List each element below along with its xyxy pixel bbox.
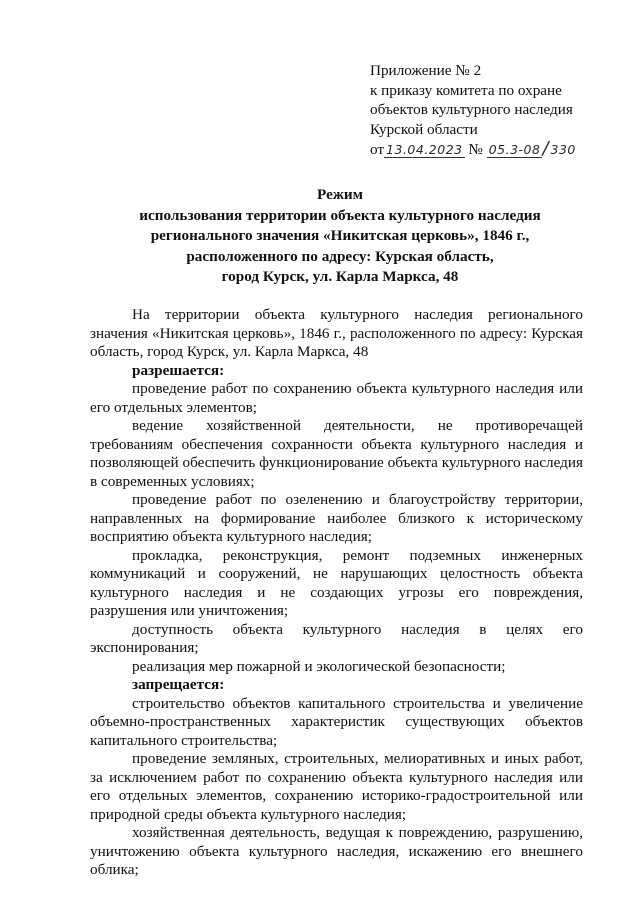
prohibited-item: хозяйственная деятельность, ведущая к повреждению, разрушению, уничтожению объекта культурного наследия, искажению его внешнего облика; (90, 824, 583, 878)
allowed-heading: разрешается: (132, 361, 225, 379)
committee-line: объектов культурного наследия (370, 101, 573, 118)
appendix-header (370, 61, 630, 160)
title-line-1: Режим (317, 186, 363, 203)
allowed-item: проведение работ по сохранению объекта культурного наследия или его отдельных элементов; (90, 380, 583, 416)
handwritten-number: 05.3-08 (488, 142, 541, 157)
region-line: Курской области (370, 120, 478, 138)
allowed-item: проведение работ по озеленению и благоустройству территории, направленных на формирование наиболее близкого к историческому восприятию объекта культурного наследия; (90, 491, 583, 545)
allowed-item: ведение хозяйственной деятельности, не противоречащей требованиям обеспечения сохранности объекта культурного наследия и позволяющей обеспечить функционирование объекта культурного наследия в современных условиях; (90, 417, 583, 490)
allowed-item: реализация мер пожарной и экологической безопасности; (132, 657, 506, 675)
number-sign: № (468, 141, 483, 158)
allowed-item: прокладка, реконструкция, ремонт подземных инженерных коммуникаций и сооружений, не нарушающих целостность объекта культурного наследия и не создающих угрозы его повреждения, разрушения или уничтожения; (90, 546, 583, 619)
prohibited-heading: запрещается: (132, 676, 225, 693)
document-title (90, 185, 590, 288)
number-slash: / (542, 138, 549, 159)
handwritten-date: 13.04.2023 (386, 142, 463, 157)
title-line-4: расположенного по адресу: Курская область, (186, 247, 494, 265)
title-line-5: город Курск, ул. Карла Маркса, 48 (221, 268, 459, 285)
document-body (90, 306, 583, 880)
prohibited-item: проведение земляных, строительных, мелиоративных и иных работ, за исключением работ по сохранению объекта культурного наследия или его отдельных элементов, сохранению историко-градостроительной или природной среды объекта культурного наследия; (90, 750, 583, 823)
title-line-2: использования территории объекта культурного наследия (139, 206, 541, 224)
from-prefix: от (370, 141, 385, 158)
order-reference-line: к приказу комитета по охране (370, 81, 562, 99)
handwritten-number-suffix: 330 (550, 142, 576, 157)
appendix-number: Приложение № 2 (370, 62, 482, 79)
allowed-item: доступность объекта культурного наследия в целях его экспонирования; (90, 620, 583, 656)
prohibited-item: строительство объектов капитального строительства и увеличение объемно-пространственных характеристик существующих объектов капитального строительства; (90, 694, 583, 749)
date-number-line (370, 139, 630, 160)
intro-paragraph: На территории объекта культурного наследия регионального значения «Никитская церковь», 1846 г., расположенного по адресу: Курская область, город Курск, ул. Карла Маркса, 48 (90, 306, 583, 360)
title-line-3: регионального значения «Никитская церковь», 1846 г., (150, 227, 530, 244)
